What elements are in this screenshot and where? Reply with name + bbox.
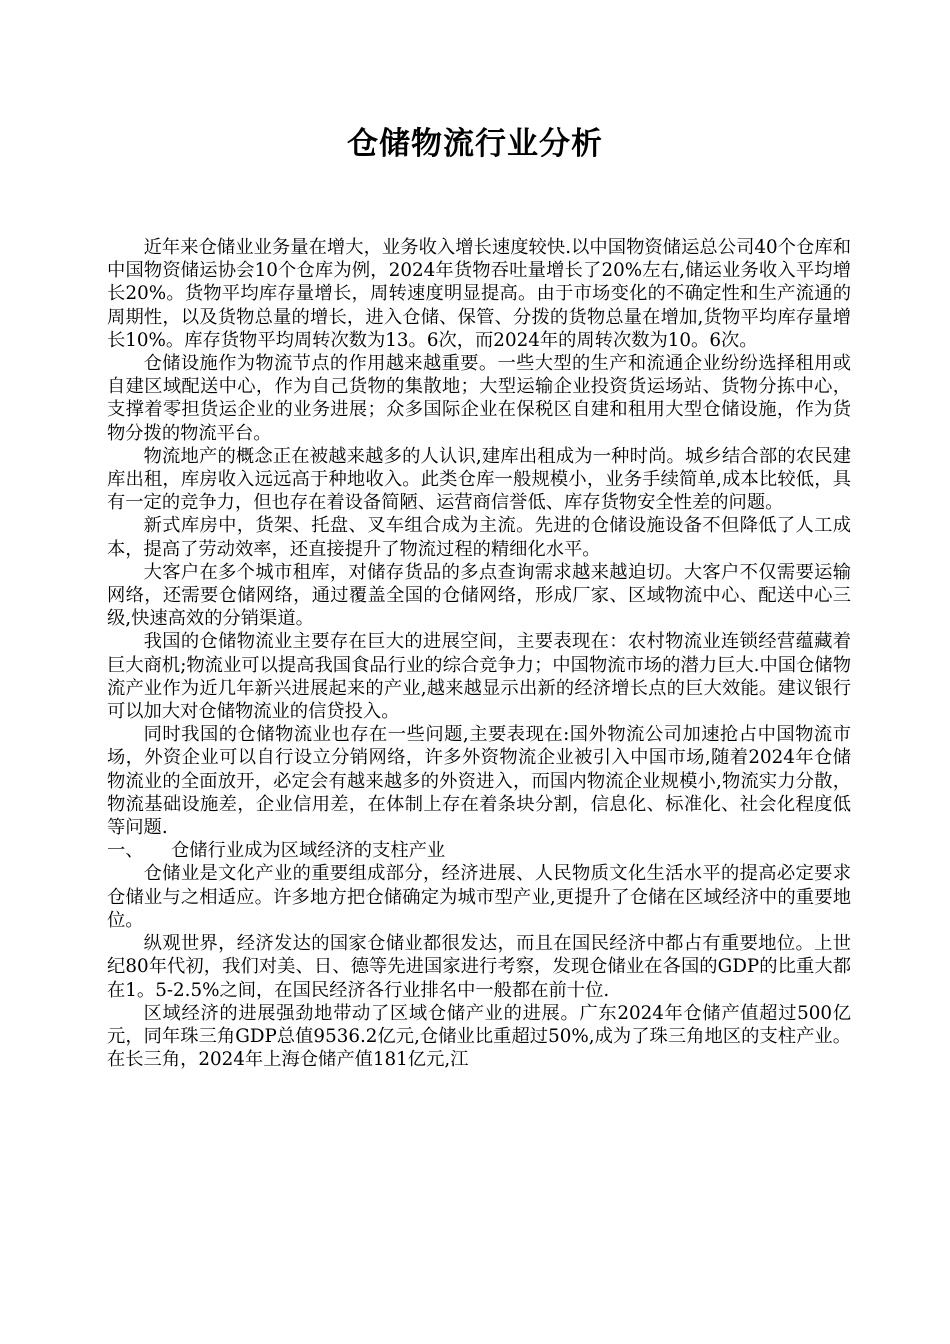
section-heading [107,839,851,862]
section-heading-number: 一、 [107,840,144,862]
paragraph: 大客户在多个城市租库，对储存货品的多点查询需求越来越迫切。大客户不仅需要运输网络，还需要仓储网络，通过覆盖全国的仓储网络，形成厂家、区域物流中心、配送中心三级,快速高效的分销渠道。 [107,561,851,630]
paragraph: 仓储设施作为物流节点的作用越来越重要。一些大型的生产和流通企业纷纷选择租用或自建区域配送中心，作为自己货物的集散地；大型运输企业投资货运场站、货物分拣中心，支撑着零担货运企业的业务进展；众多国际企业在保税区自建和租用大型仓储设施，作为货物分拨的物流平台。 [107,353,851,444]
paragraph: 新式库房中，货架、托盘、叉车组合成为主流。先进的仓储设施设备不但降低了人工成本，提高了劳动效率，还直接提升了物流过程的精细化水平。 [107,515,851,560]
paragraph: 仓储业是文化产业的重要组成部分，经济进展、人民物质文化生活水平的提高必定要求仓储业与之相适应。许多地方把仓储确定为城市型产业,更提升了仓储在区域经济中的重要地位。 [107,863,851,931]
paragraph: 近年来仓储业业务量在增大，业务收入增长速度较快.以中国物资储运总公司40个仓库和中国物资储运协会10个仓库为例，2024年货物吞吐量增长了20%左右,储运业务收入平均增长20%。货物平均库存量增长，周转速度明显提高。由于市场变化的不确定性和生产流通的周期性，以及货物总量的增长，进入仓储、保管、分拨的货物总量在增加,货物平均库存量增长10%。库存货物平均周转次数为13。6次，而2024年的周转次数为10。6次。 [107,237,851,351]
paragraph: 我国的仓储物流业主要存在巨大的进展空间，主要表现在：农村物流业连锁经营蕴藏着巨大商机;物流业可以提高我国食品行业的综合竞争力；中国物流市场的潜力巨大.中国仓储物流产业作为近几年新兴进展起来的产业,越来越显示出新的经济增长点的巨大效能。建议银行可以加大对仓储物流业的信贷投入。 [107,631,851,723]
document-body [107,236,851,1071]
document-title: 仓储物流行业分析 [347,126,603,162]
paragraph: 物流地产的概念正在被越来越多的人认识,建库出租成为一种时尚。城乡结合部的农民建库出租，库房收入远远高于种地收入。此类仓库一般规模小，业务手续简单,成本比较低，具有一定的竞争力，但也存在着设备简陋、运营商信誉低、库存货物安全性差的问题。 [107,445,851,514]
paragraph: 同时我国的仓储物流业也存在一些问题,主要表现在:国外物流公司加速抢占中国物流市场，外资企业可以自行设立分销网络，许多外资物流企业被引入中国市场,随着2024年仓储物流业的全面放开，必定会有越来越多的外资进入，而国内物流企业规模小,物流实力分散，物流基础设施差，企业信用差，在体制上存在着条块分割，信息化、标准化、社会化程度低等问题. [107,724,851,839]
paragraph: 纵观世界，经济发达的国家仓储业都很发达，而且在国民经济中都占有重要地位。上世纪80年代初，我们对美、日、德等先进国家进行考察，发现仓储业在各国的GDP的比重大都在1。5-2.5%之间，在国民经济各行业排名中一般都在前十位. [107,933,851,1001]
section-heading-text: 仓储行业成为区域经济的支柱产业 [171,840,446,862]
paragraph: 区域经济的进展强劲地带动了区域仓储产业的进展。广东2024年仓储产值超过500亿元，同年珠三角GDP总值9536.2亿元,仓储业比重超过50%,成为了珠三角地区的支柱产业。在长三角，2024年上海仓储产值181亿元,江 [107,1002,851,1071]
